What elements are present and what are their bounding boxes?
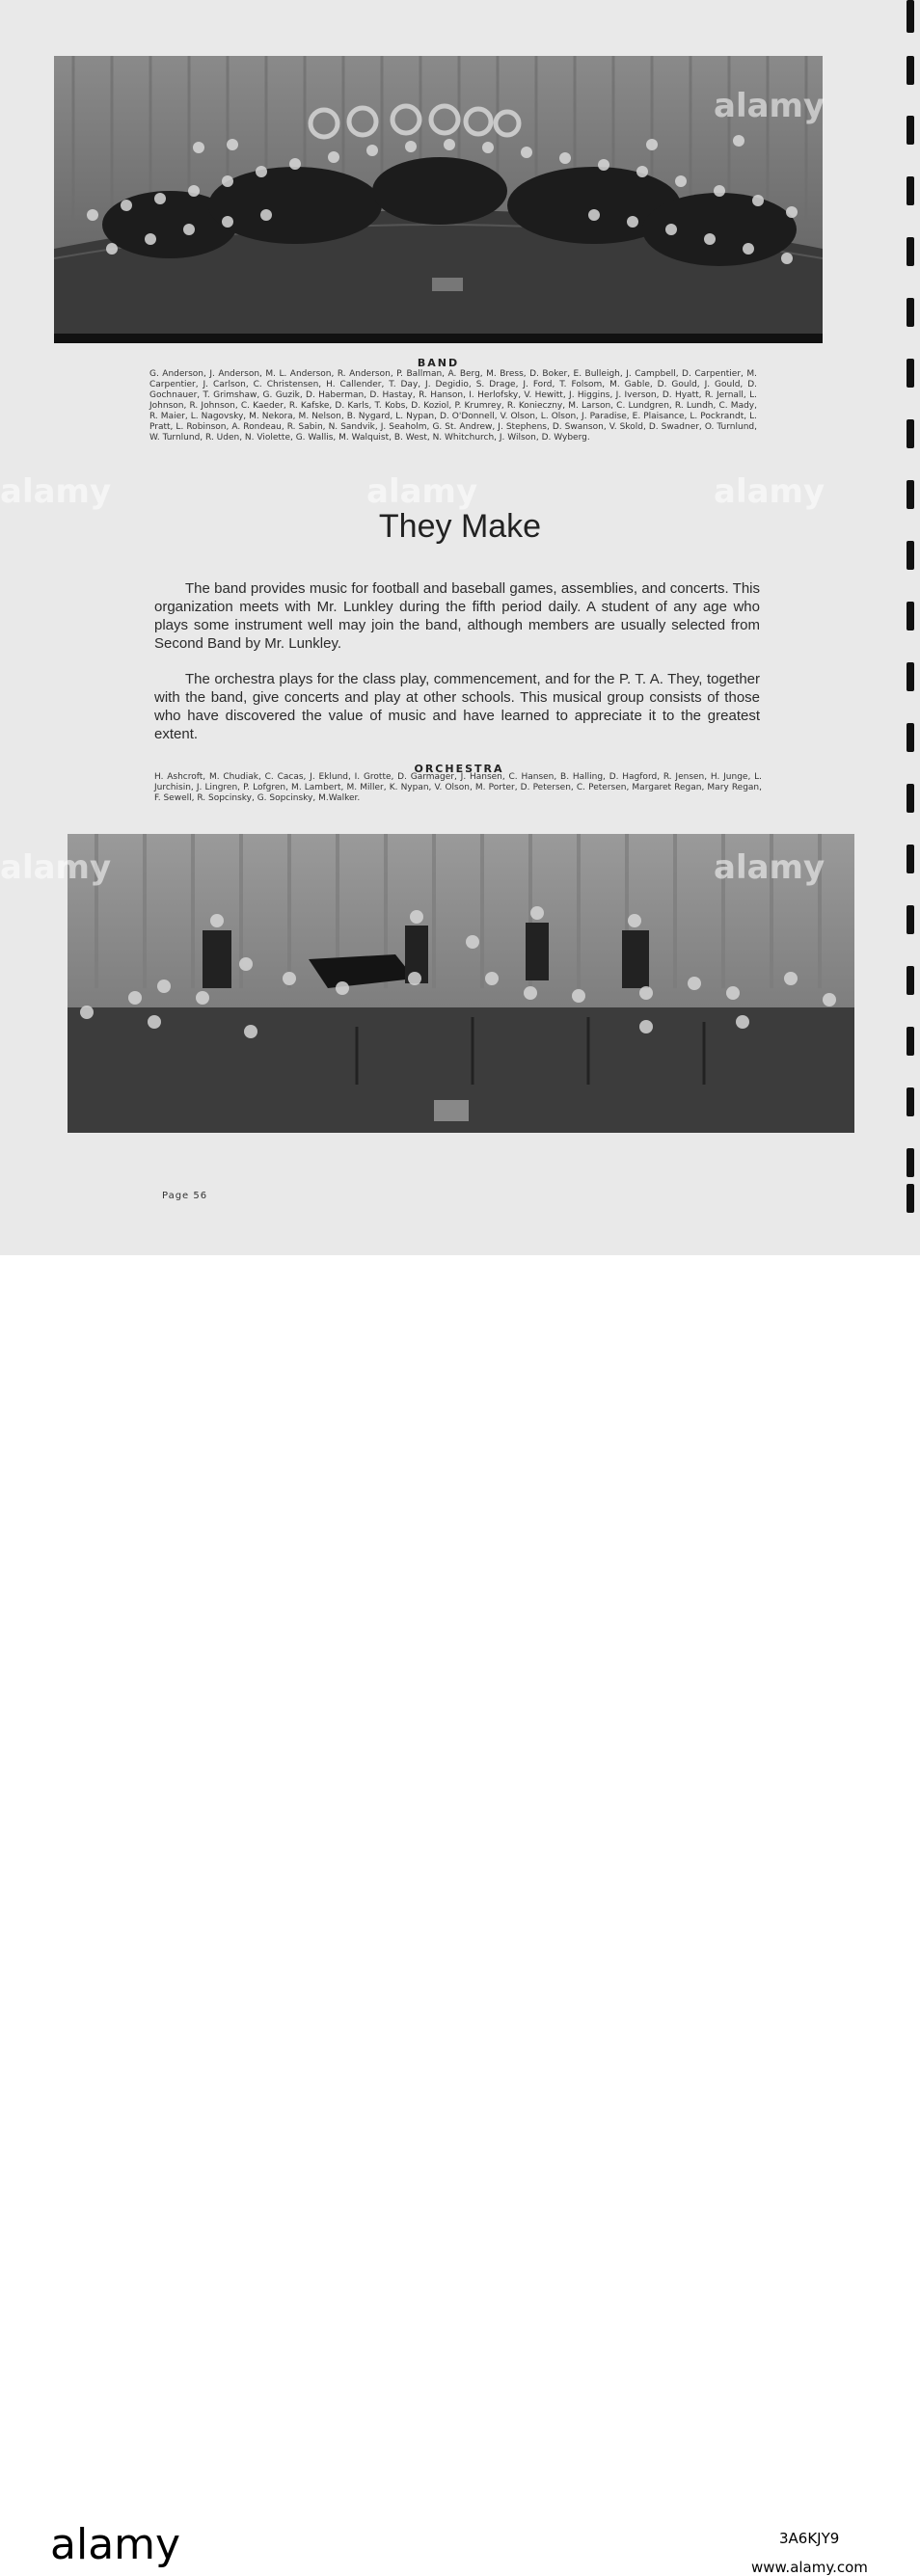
watermark: alamy: [0, 472, 112, 511]
binding-ring: [906, 1027, 914, 1056]
watermark: alamy: [366, 472, 478, 511]
binding-ring: [906, 602, 914, 631]
watermark: alamy: [714, 87, 825, 125]
binding-ring: [906, 0, 914, 33]
binding-ring: [906, 541, 914, 570]
binding-ring: [906, 905, 914, 934]
watermark: alamy: [0, 848, 112, 887]
binding-ring: [906, 966, 914, 995]
band-photo: [54, 56, 823, 343]
watermark: alamy: [714, 848, 825, 887]
binding-ring: [906, 845, 914, 873]
binding-ring: [906, 1148, 914, 1177]
orchestra-member-list: H. Ashcroft, M. Chudiak, C. Cacas, J. Eklund, I. Grotte, D. Garmager, J. Hansen, C. Hansen, B. Halling, D. Hagford, R. Jensen, H. Junge, L. Jurchisin, J. Lingren, P. Lofgren, M. Lambert, M. Miller, K. Nypan, V. Olson, M. Porter, D. Petersen, C. Petersen, Margaret Regan, Mary Regan, F. Sewell, R. Sopcinsky, G. Sopcinsky, M.Walker.: [154, 772, 762, 803]
band-description: The band provides music for football and baseball games, assemblies, and concerts. This organization meets with Mr. Lunkley during the fifth period daily. A student of any age who plays some instrument well may join the band, although members are usually selected from Second Band by Mr. Lunkley.: [154, 580, 760, 652]
binding-ring: [906, 662, 914, 691]
band-member-list: G. Anderson, J. Anderson, M. L. Anderson, R. Anderson, P. Ballman, A. Berg, M. Bress, D. Boker, E. Bulleigh, J. Campbell, D. Carpentier, M. Carpentier, J. Carlson, C. Christensen, H. Callender, T. Day, J. Degidio, S. Drage, J. Ford, T. Folsom, M. Gable, D. Gould, J. Gould, D. Gochnauer, T. Grimshaw, G. Guzik, D. Haberman, D. Hastay, R. Hanson, I. Herlofsky, V. Hewitt, J. Higgins, J. Iverson, D. Hyatt, R. Jernall, L. Johnson, R. Johnson, C. Kaeder, R. Kafske, D. Karls, T. Kobs, D. Koziol, P. Krumrey, R. Konieczny, M. Larson, C. Lundgren, R. Lundh, C. Mady, R. Maier, L. Nagovsky, M. Nekora, M. Nelson, B. Nygard, L. Nypan, D. O'Donnell, V. Olson, L. Olson, J. Paradise, E. Plaisance, L. Pockrandt, L. Pratt, L. Robinson, A. Rondeau, R. Sabin, N. Sandvik, J. Seaholm, G. St. Andrew, J. Stephens, D. Swanson, V. Skold, D. Swadner, O. Turnlund, W. Turnlund, R. Uden, N. Violette, G. Wallis, M. Walquist, B. West, N. Whitchurch, J. Wilson, D. Wyberg.: [149, 369, 757, 443]
binding-ring: [906, 116, 914, 145]
footer-url: www.alamy.com: [751, 2559, 868, 2576]
binding-ring: [906, 359, 914, 388]
binding-ring: [906, 56, 914, 85]
binding-ring: [906, 176, 914, 205]
page-title: They Make: [378, 508, 542, 545]
orchestra-heading: ORCHESTRA: [414, 763, 504, 775]
image-id: 3A6KJY9: [779, 2530, 840, 2547]
binding-ring: [906, 784, 914, 813]
watermark: alamy: [714, 472, 825, 511]
binding-ring: [906, 1087, 914, 1116]
yearbook-page: [0, 0, 920, 1255]
binding-ring: [906, 480, 914, 509]
page-number: Page 56: [162, 1191, 208, 1201]
binding-ring: [906, 1184, 914, 1213]
binding-ring: [906, 419, 914, 448]
alamy-logo: alamy: [50, 2520, 181, 2569]
stock-footer: [0, 1255, 920, 2576]
binding-ring: [906, 298, 914, 327]
binding-ring: [906, 723, 914, 752]
band-photo-image: [54, 56, 823, 343]
binding-ring: [906, 237, 914, 266]
spiral-binding: [901, 0, 920, 1255]
orchestra-description: The orchestra plays for the class play, commencement, and for the P. T. A. They, together with the band, give concerts and play at other schools. This musical group consists of those who have discovered the value of music and have learned to appreciate it to the greatest extent.: [154, 671, 760, 742]
band-heading: BAND: [417, 357, 460, 369]
